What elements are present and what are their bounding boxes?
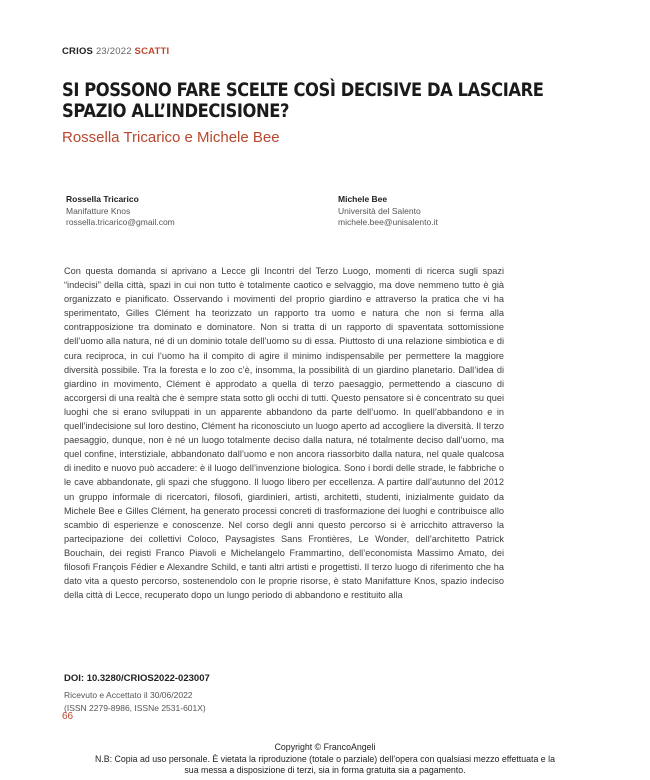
author-institution: Manifatture Knos xyxy=(66,205,131,216)
article-title xyxy=(62,79,544,122)
author-email: michele.bee@unisalento.it xyxy=(338,217,438,227)
author-affiliation-1 xyxy=(66,194,175,229)
copyright-line: Copyright © FrancoAngeli xyxy=(274,742,376,752)
page-number: 66 xyxy=(62,711,74,722)
journal-name: CRIOS xyxy=(62,46,94,57)
received-date: Ricevuto e Accettato il 30/06/2022 xyxy=(64,690,193,700)
authors-line: Rossella Tricarico e Michele Bee xyxy=(62,129,280,146)
title-line-2: SPAZIO ALL’INDECISIONE? xyxy=(62,100,290,122)
copy-notice: N.B: Copia ad uso personale. È vietata la riproduzione (totale o parziale) dell’opera con qualsiasi mezzo effettuata e la sua messa a disposizione di terzi, sia in forma gratuita sia a pagamento. xyxy=(95,754,555,775)
author-affiliation-2 xyxy=(338,194,438,229)
issn: (ISSN 2279-8986, ISSNe 2531-601X) xyxy=(64,703,206,713)
journal-header xyxy=(62,46,169,57)
doi: DOI: 10.3280/CRIOS2022-023007 xyxy=(64,673,210,684)
article-body: Con questa domanda si aprivano a Lecce gli Incontri del Terzo Luogo, momenti di ricerca sugli spazi “indecisi” della città, spazi in cui non tutto è totalmente caotico e selvaggio, ma dove nemmeno tutto è già organizzato e pianificato. Osservando i movimenti del proprio giardino e attraverso la pratica che vi ha sperimentato, Gilles Clément ha teorizzato un rapporto tra uomo e natura che non si ferma alla contrapposizione tra dominato e dominatore. Non si tratta di un rapporto di spaventata sottomissione dell’uomo alla natura, né di un dominio totale dell’uomo su di essa. Piuttosto di una relazione simbiotica e di cura reciproca, in cui l’uomo ha il compito di agire il minimo indispensabile per permettere la maggiore diversità possibile. Tra la foresta e lo zoo c’è, insomma, la possibilità di un giardino planetario. Dall’idea di giardino in movimento, Clément è approdato a quella di terzo paesaggio, permettendo a ciascuno di accorgersi di una realtà che è sempre stata sotto gli occhi di tutti. Questo pensatore si è concentrato su quei luoghi che si erano sviluppati in un apparente abbandono da parte dell’uomo. In quell’abbandono e in quell’indecisione sul loro destino, Clément ha riconosciuto un luogo aperto ad accogliere la diversità. Il terzo paesaggio, dunque, non è né un luogo totalmente deciso dalla natura, né totalmente deciso dall’uomo, ma quel confine, interstiziale, abbandonato dall’uomo e non ancora riassorbito dalla natura, nel quale qualcosa di inedito e nuovo può accadere: è il luogo dell’invenzione biologica. Sono i bordi delle strade, le fabbriche o le cave abbandonate, gli spazi che sfuggono. Il luogo libero per eccellenza. A partire dall’autunno del 2012 un gruppo informale di ricercatori, filosofi, giardinieri, artisti, architetti, studenti, inizialmente guidato da Michele Bee e Gilles Clément, ha generato processi concreti di trasformazione dei luoghi e contribuisce allo scambio di esperienze e conoscenze. Nel corso degli anni questo percorso si è arricchito attraverso la partecipazione dei collettivi Coloco, Paysagistes Sans Frontières, Le Wonder, dell’architetto Patrick Bouchain, dei registi Franco Piavoli e Michelangelo Frammartino, dell’economista Massimo Amato, dei filosofi François Fédier e Alexandre Schild, e tanti altri artisti e progettisti. Il terzo luogo di riferimento che ha dato vita a questo percorso, sostenendolo con le proprie risorse, è stato Manifatture Knos, spazio indeciso della città di Lecce, recuperato dopo un lungo periodo di abbandono e restituito alla xyxy=(64,266,504,601)
section-name: SCATTI xyxy=(134,46,170,57)
author-email: rossella.tricarico@gmail.com xyxy=(66,217,175,227)
title-line-1: SI POSSONO FARE SCELTE COSÌ DECISIVE DA LASCIARE xyxy=(62,79,544,101)
author-institution: Università del Salento xyxy=(338,205,421,216)
issue-number: 23/2022 xyxy=(95,46,132,57)
author-name: Rossella Tricarico xyxy=(66,194,139,204)
author-name: Michele Bee xyxy=(338,194,388,204)
